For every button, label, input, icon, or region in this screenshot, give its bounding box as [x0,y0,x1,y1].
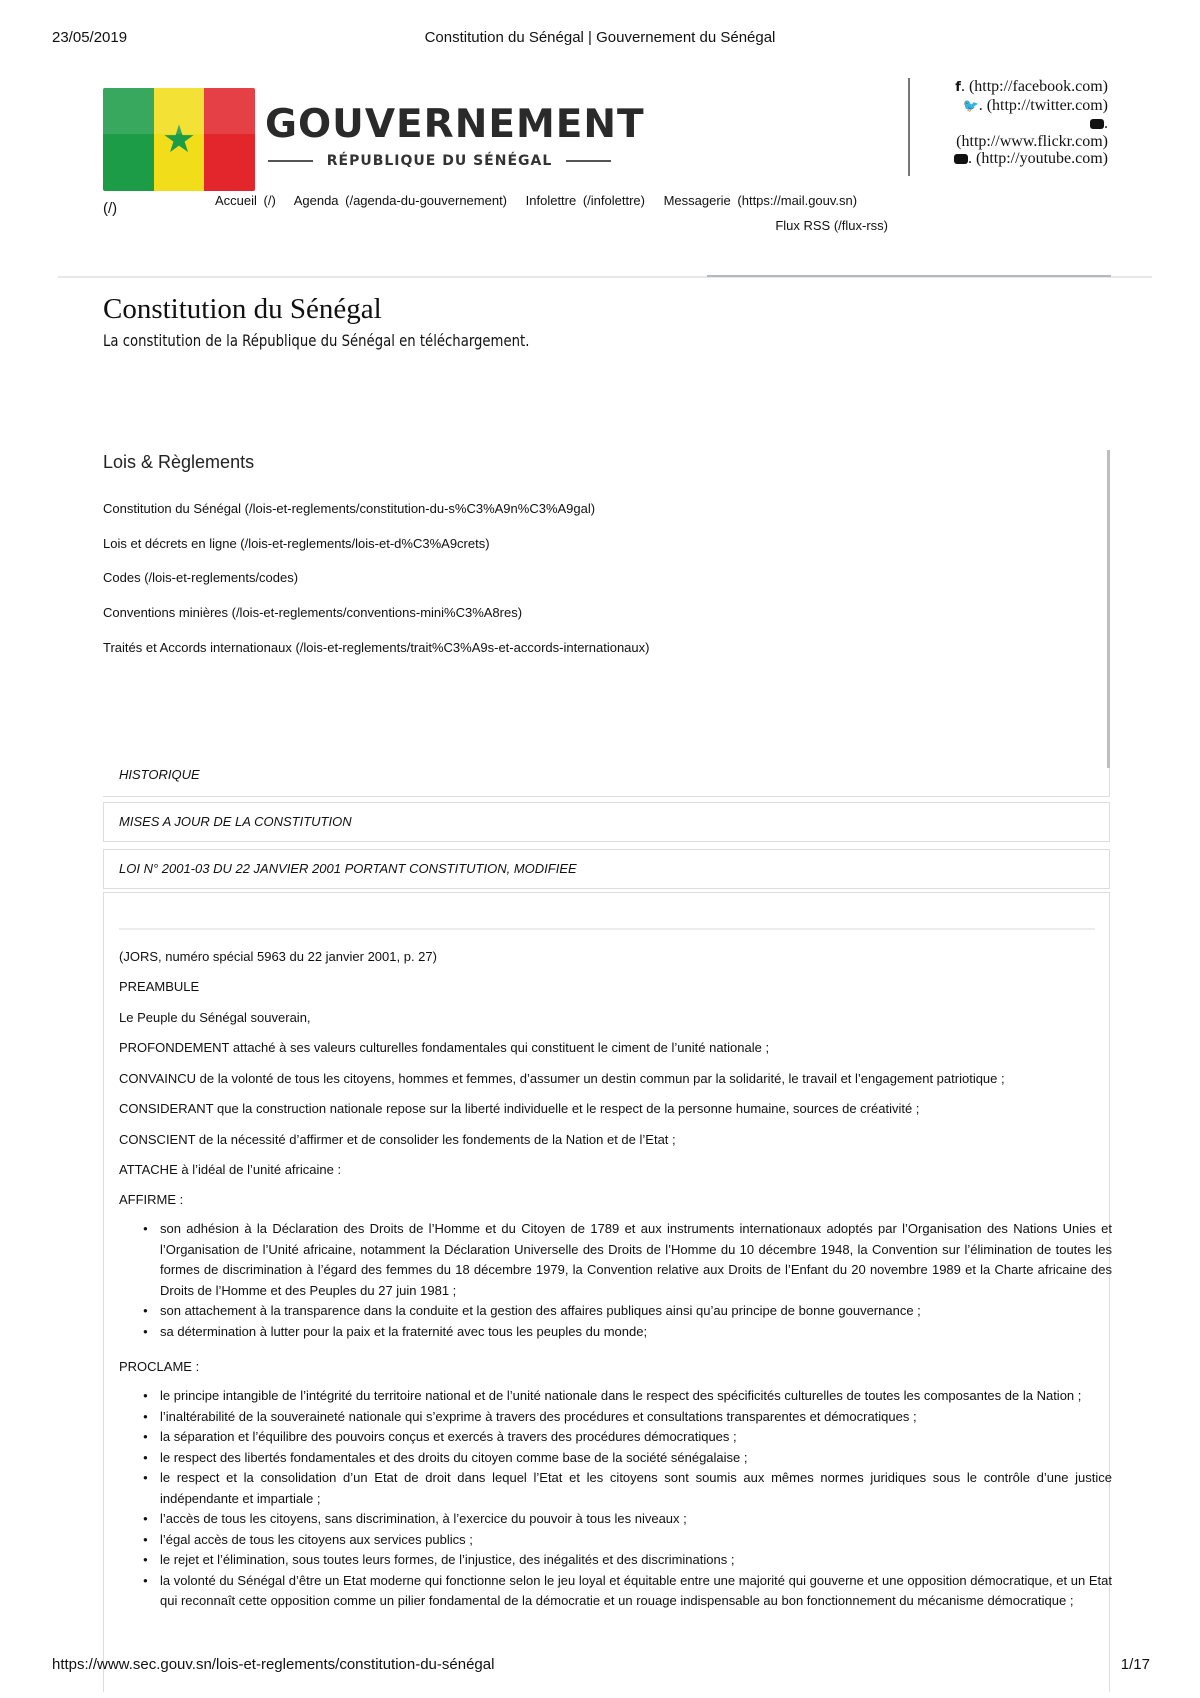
print-url: https://www.sec.gouv.sn/lois-et-reglements/constitution-du-sénégal [52,1656,495,1673]
proclame-list [144,1386,1112,1612]
print-date: 23/05/2019 [52,29,128,46]
brand-wordmark: GOUVERNEMENT [265,102,645,147]
twitter-icon: 🐦 [962,98,979,114]
facebook-icon: f [955,80,961,95]
nav-item-accueil[interactable]: Accueil (/) [215,193,276,208]
list-item: ● sa détermination à lutter pour la paix et la fraternité avec tous les peuples du monde; [160,1322,1112,1343]
list-item: ● l’égal accès de tous les citoyens aux services publics ; [160,1530,1112,1551]
lois-link-conventions[interactable]: Conventions minières (/lois-et-reglements/conventions-mini%C3%A8res) [103,605,523,620]
list-item: ● l’inaltérabilité de la souveraineté nationale qui s’exprime à travers des procédures et consultations transparentes et démocratiques ; [160,1407,1112,1428]
youtube-icon [954,154,968,164]
nav-item-flux-rss[interactable]: Flux RSS (/flux-rss) [775,218,888,233]
page-title: Constitution du Sénégal [103,293,382,325]
list-item: ● le principe intangible de l’intégrité du territoire national et de l’unité nationale dans le respect des spécificités culturelles de toutes les composantes de la Nation ; [160,1386,1112,1407]
nav-item-messagerie[interactable]: Messagerie (https://mail.gouv.sn) [663,193,858,208]
list-item: ● le respect et la consolidation d’un Etat de droit dans lequel l’Etat et les citoyens sont soumis aux mêmes normes juridiques sous le contrôle d’une justice indépendante et impartiale ; [160,1468,1112,1509]
lois-heading: Lois & Règlements [103,452,255,472]
lois-link-traites[interactable]: Traités et Accords internationaux (/lois-et-reglements/trait%C3%A9s-et-accords-internationaux) [103,640,650,655]
jors-reference: (JORS, numéro spécial 5963 du 22 janvier 2001, p. 27) [119,949,437,964]
lois-link-constitution[interactable]: Constitution du Sénégal (/lois-et-reglements/constitution-du-s%C3%A9n%C3%A9gal) [103,501,596,516]
youtube-link[interactable]: . (http://youtube.com) [954,150,1108,168]
flickr-link[interactable]: (http://www.flickr.com) [956,132,1108,150]
paragraph-3: CONVAINCU de la volonté de tous les citoyens, hommes et femmes, d’assumer un destin commun par la solidarité, le travail et l’engagement patriotique ; [119,1071,1005,1086]
paragraph-6: ATTACHE à l’idéal de l’unité africaine : [119,1162,342,1177]
twitter-link[interactable]: 🐦. (http://twitter.com) [962,96,1108,114]
senegal-flag-logo[interactable] [103,88,255,191]
preambule-heading: PREAMBULE [119,979,200,994]
paragraph-4: CONSIDERANT que la construction nationale repose sur la liberté individuelle et le respect de la personne humaine, sources de créativité ; [119,1101,920,1116]
affirme-list [144,1219,1112,1342]
social-divider [908,78,910,176]
nav-item-infolettre[interactable]: Infolettre (/infolettre) [525,193,645,208]
list-item: ● l’accès de tous les citoyens, sans discrimination, à l’exercice du pouvoir à tous les niveaux ; [160,1509,1112,1530]
accordion-mises-a-jour[interactable]: MISES A JOUR DE LA CONSTITUTION [119,814,352,829]
brand-subtitle [268,153,611,169]
page-subtitle: La constitution de la République du Sénégal en téléchargement. [103,331,530,350]
paragraph-2: PROFONDEMENT attaché à ses valeurs culturelles fondamentales qui constituent le ciment de l’unité nationale ; [119,1040,770,1055]
list-item: ● son attachement à la transparence dans la conduite et la gestion des affaires publiques ainsi qu’au principe de bonne gouvernance ; [160,1301,1112,1322]
accordion-loi-2001[interactable]: LOI N° 2001-03 DU 22 JANVIER 2001 PORTANT CONSTITUTION, MODIFIEE [119,861,577,876]
list-item: ● la séparation et l’équilibre des pouvoirs conçus et exercés à travers des procédures démocratiques ; [160,1427,1112,1448]
paragraph-5: CONSCIENT de la nécessité d’affirmer et de consolider les fondements de la Nation et de l’Etat ; [119,1132,676,1147]
flickr-icon-line[interactable]: . [954,115,1108,133]
proclame-heading: PROCLAME : [119,1359,200,1374]
list-item: ● la volonté du Sénégal d’être un Etat moderne qui fonctionne selon le jeu loyal et équitable entre une majorité qui gouverne et une opposition démocratique, et un Etat qui reconnaît cette opposition comme un pilier fondamental de la démocratie et un rouage indispensable au bon fonctionnement du mécanisme démocratique ; [160,1571,1112,1612]
star-icon: ★ [162,118,197,161]
affirme-heading: AFFIRME : [119,1192,184,1207]
social-links [954,78,1108,168]
paragraph-1: Le Peuple du Sénégal souverain, [119,1010,311,1025]
print-page-number: 1/17 [1120,1656,1150,1673]
content-divider [119,928,1095,930]
print-title: Constitution du Sénégal | Gouvernement du Sénégal [424,29,776,46]
list-item: ● le rejet et l’élimination, sous toutes leurs formes, de l’injustice, des inégalités et des discriminations ; [160,1550,1112,1571]
nav-item-agenda[interactable]: Agenda (/agenda-du-gouvernement) [293,193,508,208]
accordion-historique[interactable]: HISTORIQUE [119,767,200,782]
lois-link-lois-decrets[interactable]: Lois et décrets en ligne (/lois-et-reglements/lois-et-d%C3%A9crets) [103,536,490,551]
lois-link-codes[interactable]: Codes (/lois-et-reglements/codes) [103,570,299,585]
header-divider-accent [707,275,1111,277]
lois-scrollbar[interactable] [1107,450,1110,768]
brand-subtitle-text: RÉPUBLIQUE DU SÉNÉGAL [326,153,553,169]
flickr-icon [1090,119,1104,129]
facebook-link[interactable]: f. (http://facebook.com) [955,78,1108,95]
list-item: ● son adhésion à la Déclaration des Droits de l’Homme et du Citoyen de 1789 et aux instruments internationaux adoptés par l’Organisation des Nations Unies et l’Organisation de l’Unité africaine, notamment la Déclaration Universelle des Droits de l’Homme du 10 décembre 1948, la Convention sur l’élimination de toutes les formes de discrimination à l’égard des femmes du 18 décembre 1979, la Convention relative aux Droits de l’Enfant du 20 novembre 1989 et la Charte africaine des Droits de l’Homme et des Peuples du 27 juin 1981 ; [160,1219,1112,1301]
list-item: ● le respect des libertés fondamentales et des droits du citoyen comme base de la société sénégalaise ; [160,1448,1112,1469]
home-root-link[interactable]: (/) [103,200,118,217]
main-nav [215,193,857,208]
